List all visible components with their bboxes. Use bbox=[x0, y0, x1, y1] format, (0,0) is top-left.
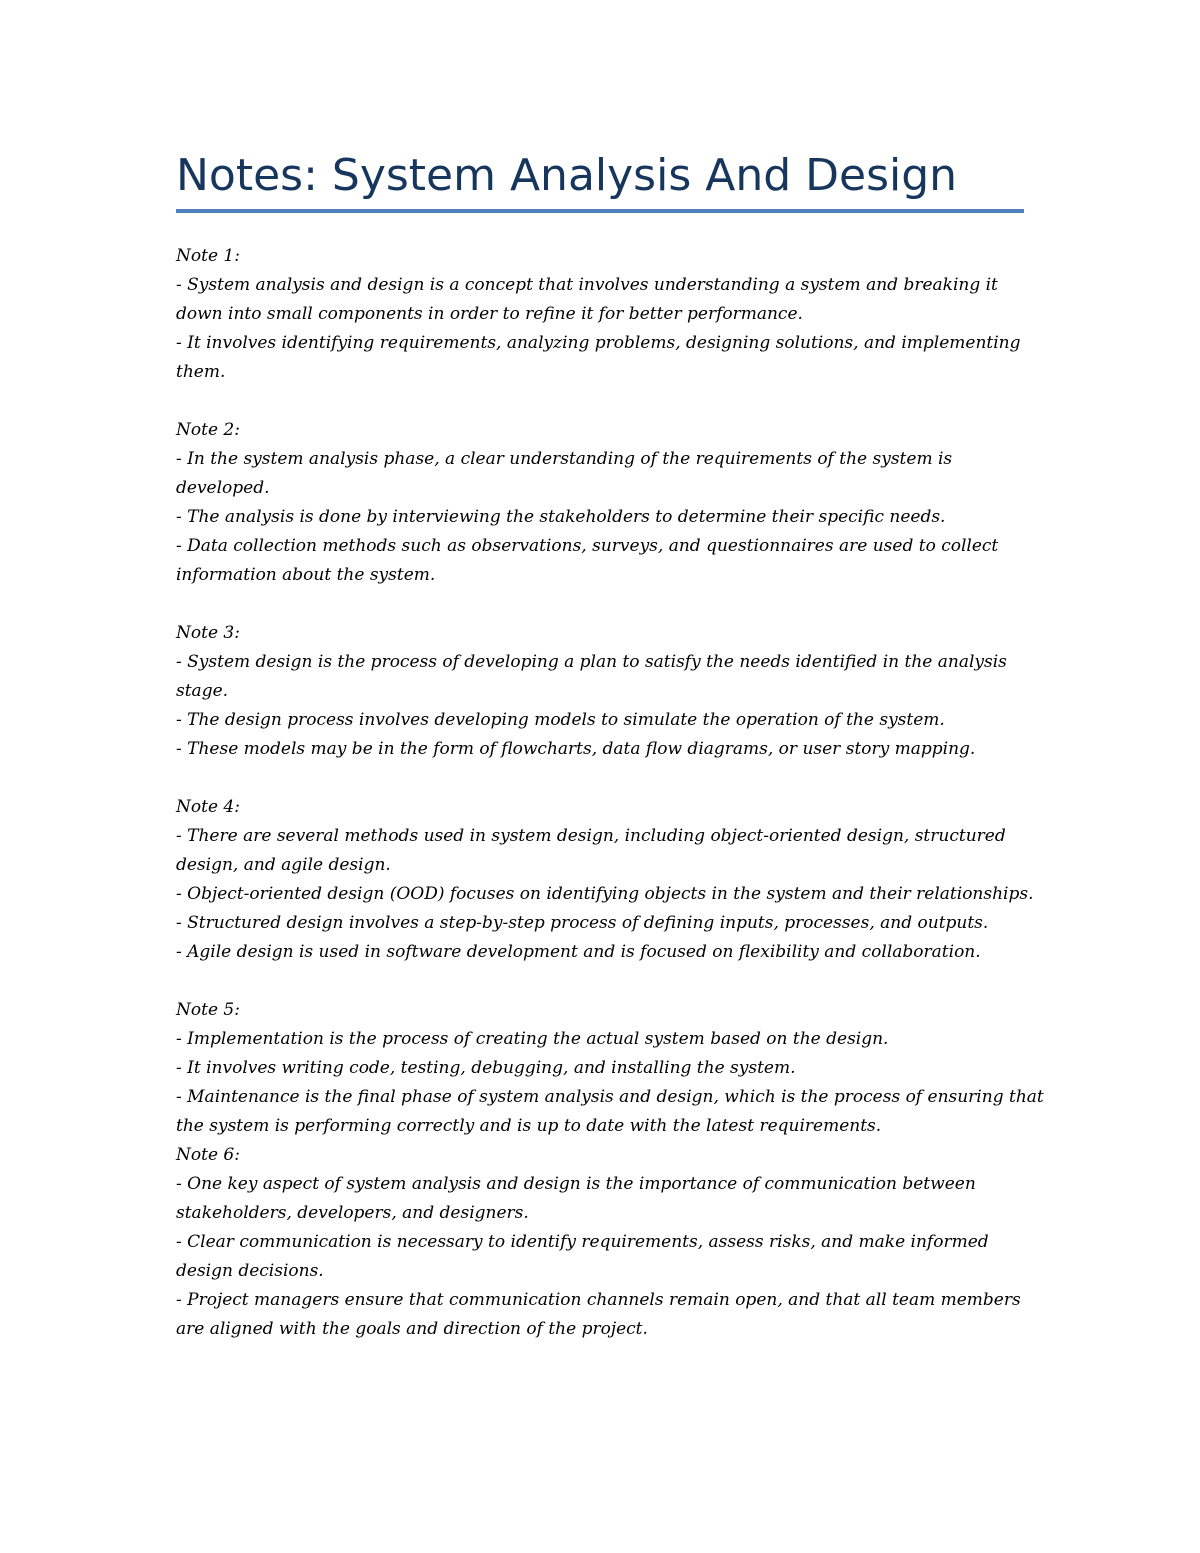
note-label: Note 1: bbox=[176, 246, 240, 266]
note-line: - Maintenance is the final phase of system analysis and design, which is the process of ensuring that the system is performing correctly and is up to date with the latest requirements. bbox=[176, 1087, 1044, 1136]
note-2 bbox=[176, 416, 1046, 590]
note-line: - These models may be in the form of flowcharts, data flow diagrams, or user story mapping. bbox=[176, 739, 976, 759]
note-line: - There are several methods used in system design, including object-oriented design, structured design, and agile design. bbox=[176, 826, 1006, 875]
note-line: - System design is the process of developing a plan to satisfy the needs identified in the analysis stage. bbox=[176, 652, 1007, 701]
note-line: - Object-oriented design (OOD) focuses on identifying objects in the system and their relationships. bbox=[176, 884, 1034, 904]
page-title: Notes: System Analysis And Design bbox=[176, 150, 958, 201]
note-line: - The analysis is done by interviewing the stakeholders to determine their specific needs. bbox=[176, 507, 946, 527]
note-4 bbox=[176, 793, 1046, 967]
title-underline bbox=[176, 209, 1024, 213]
note-line: - In the system analysis phase, a clear understanding of the requirements of the system is developed. bbox=[176, 449, 953, 498]
note-line: - Clear communication is necessary to identify requirements, assess risks, and make informed design decisions. bbox=[176, 1232, 989, 1281]
note-label: Note 5: bbox=[176, 1000, 240, 1020]
notes-body bbox=[176, 242, 1046, 1344]
note-5 bbox=[176, 996, 1046, 1141]
note-line: - It involves writing code, testing, debugging, and installing the system. bbox=[176, 1058, 796, 1078]
note-label: Note 4: bbox=[176, 797, 240, 817]
note-label: Note 2: bbox=[176, 420, 240, 440]
note-line: - One key aspect of system analysis and design is the importance of communication between stakeholders, developers, and designers. bbox=[176, 1174, 976, 1223]
note-6 bbox=[176, 1141, 1046, 1344]
note-line: - Data collection methods such as observations, surveys, and questionnaires are used to collect information about the system. bbox=[176, 536, 999, 585]
note-line: - Agile design is used in software development and is focused on flexibility and collaboration. bbox=[176, 942, 981, 962]
note-label: Note 6: bbox=[176, 1145, 240, 1165]
note-line: - It involves identifying requirements, analyzing problems, designing solutions, and implementing them. bbox=[176, 333, 1021, 382]
note-line: - The design process involves developing models to simulate the operation of the system. bbox=[176, 710, 945, 730]
note-line: - System analysis and design is a concept that involves understanding a system and breaking it down into small components in order to refine it for better performance. bbox=[176, 275, 998, 324]
note-label: Note 3: bbox=[176, 623, 240, 643]
note-1 bbox=[176, 242, 1046, 387]
note-line: - Implementation is the process of creating the actual system based on the design. bbox=[176, 1029, 889, 1049]
note-3 bbox=[176, 619, 1046, 764]
note-line: - Project managers ensure that communication channels remain open, and that all team members are aligned with the goals and direction of the project. bbox=[176, 1290, 1021, 1339]
note-line: - Structured design involves a step-by-step process of defining inputs, processes, and outputs. bbox=[176, 913, 989, 933]
